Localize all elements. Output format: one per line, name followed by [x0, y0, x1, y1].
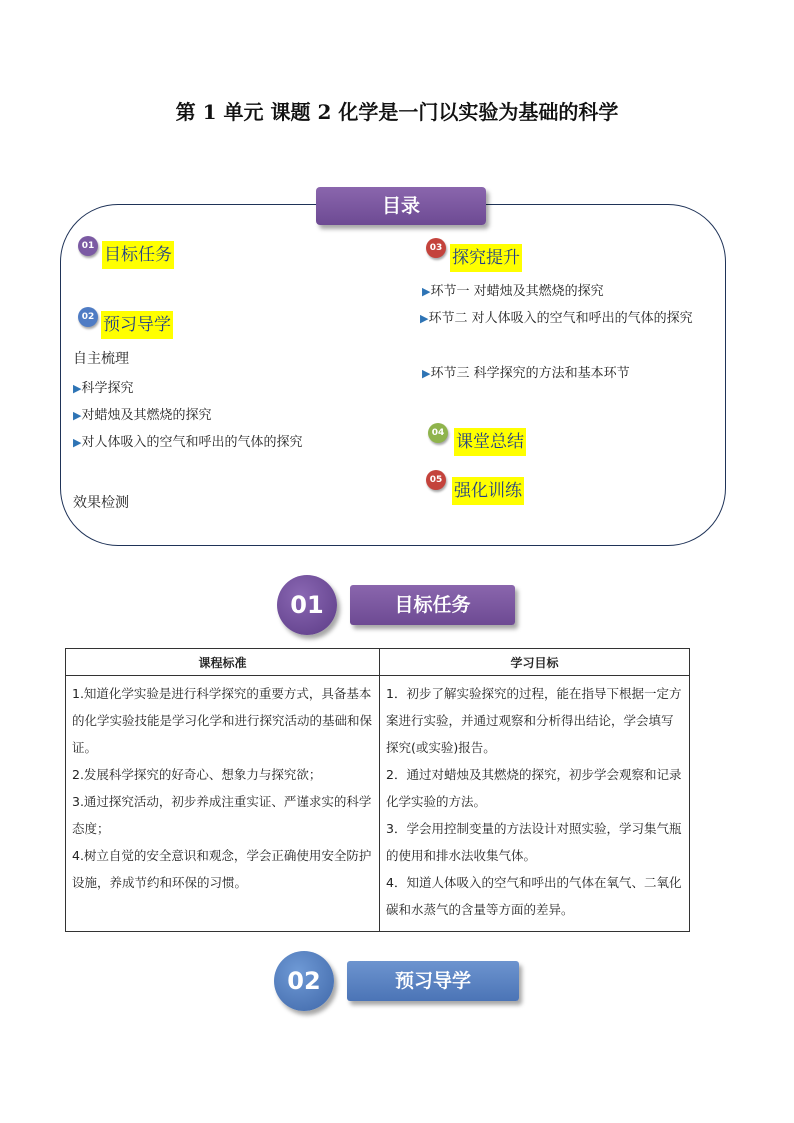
section1-number: 01 [277, 575, 337, 635]
toc-sec04-link[interactable]: 课堂总结 [454, 428, 526, 456]
toc-sec01-badge: 01 [78, 236, 98, 256]
curriculum-standard-cell [66, 676, 380, 932]
toc-sec01-link[interactable]: 目标任务 [102, 241, 174, 269]
toc-sec05-badge: 05 [426, 470, 446, 490]
bullet-icon: ▶ [73, 436, 82, 449]
objective-item: 4．知道人体吸入的空气和呼出的气体在氧气、二氧化碳和水蒸气的含量等方面的差异。 [386, 875, 682, 917]
goals-table [65, 648, 690, 932]
standard-item: 2.发展科学探究的好奇心、想象力与探究欲； [72, 767, 322, 782]
toc-right-item[interactable]: ▶环节一 对蜡烛及其燃烧的探究 [422, 284, 604, 299]
bullet-icon: ▶ [422, 367, 431, 380]
toc-left-item[interactable]: ▶对人体吸入的空气和呼出的气体的探究 [73, 435, 303, 450]
toc-sec02-link[interactable]: 预习导学 [101, 311, 173, 339]
toc-effect-check[interactable]: 效果检测 [73, 495, 129, 511]
section1-title: 目标任务 [350, 585, 515, 625]
learning-objectives-cell [380, 676, 690, 932]
standard-item: 1.知道化学实验是进行科学探究的重要方式，具备基本的化学实验技能是学习化学和进行探究活动的基础和保证。 [72, 686, 373, 755]
page-title: 第 1 单元 课题 2 化学是一门以实验为基础的科学 [175, 100, 619, 124]
bullet-icon: ▶ [420, 312, 429, 325]
header-curriculum-standard: 课程标准 [66, 649, 380, 676]
section2-number: 02 [274, 951, 334, 1011]
toc-sec03-link[interactable]: 探究提升 [450, 244, 522, 272]
toc-sec03-badge: 03 [426, 238, 446, 258]
objective-item: 1．初步了解实验探究的过程，能在指导下根据一定方案进行实验，并通过观察和分析得出结论，学会填写探究(或实验)报告。 [386, 686, 682, 755]
header-learning-objectives: 学习目标 [380, 649, 690, 676]
bullet-icon: ▶ [73, 409, 82, 422]
toc-tab: 目录 [316, 187, 486, 225]
toc-left-item[interactable]: ▶对蜡烛及其燃烧的探究 [73, 408, 212, 423]
toc-subhead: 自主梳理 [73, 351, 129, 367]
toc-right-item[interactable]: ▶环节三 科学探究的方法和基本环节 [422, 366, 630, 381]
section2-title: 预习导学 [347, 961, 519, 1001]
toc-sec02-badge: 02 [78, 307, 98, 327]
bullet-icon: ▶ [73, 382, 82, 395]
objective-item: 2．通过对蜡烛及其燃烧的探究，初步学会观察和记录化学实验的方法。 [386, 767, 682, 809]
bullet-icon: ▶ [422, 285, 431, 298]
standard-item: 4.树立自觉的安全意识和观念，学会正确使用安全防护设施，养成节约和环保的习惯。 [72, 848, 372, 890]
standard-item: 3.通过探究活动，初步养成注重实证、严谨求实的科学态度； [72, 794, 372, 836]
toc-sec05-link[interactable]: 强化训练 [452, 477, 524, 505]
toc-sec04-badge: 04 [428, 423, 448, 443]
toc-left-item[interactable]: ▶科学探究 [73, 381, 134, 396]
objective-item: 3．学会用控制变量的方法设计对照实验，学习集气瓶的使用和排水法收集气体。 [386, 821, 682, 863]
toc-right-item[interactable]: ▶环节二 对人体吸入的空气和呼出的气体的探究 [420, 311, 693, 326]
